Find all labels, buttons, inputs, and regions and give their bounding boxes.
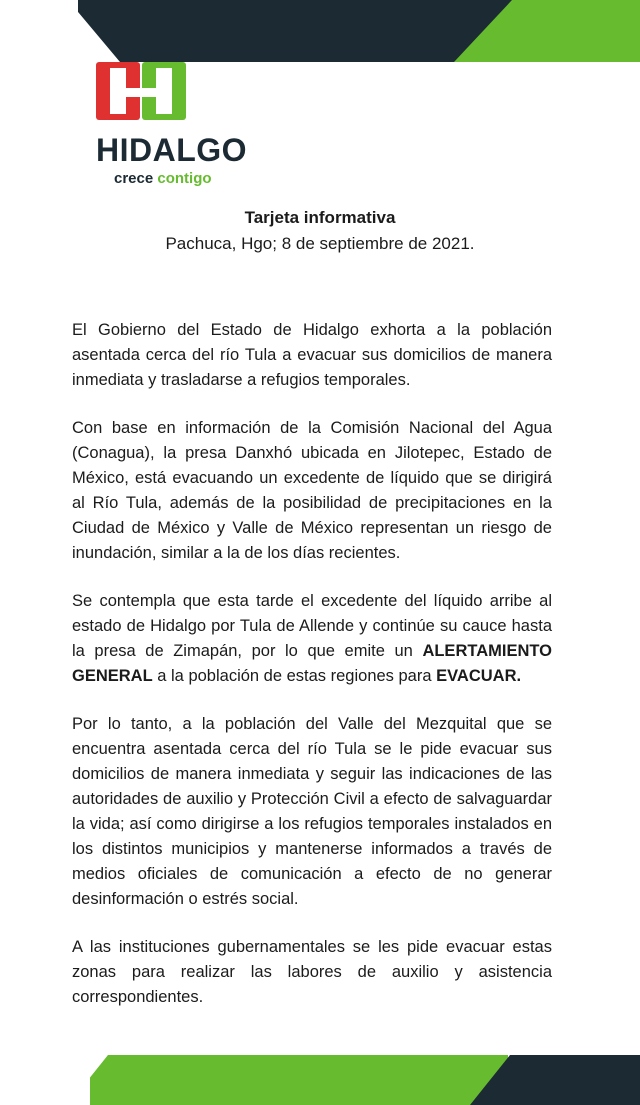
paragraph-3-mid: a la población de estas regiones para (152, 667, 437, 685)
paragraph-5: A las instituciones gubernamentales se les pide evacuar estas zonas para realizar las labores de auxilio y asistencia correspondientes. (72, 938, 552, 1006)
paragraph-1: El Gobierno del Estado de Hidalgo exhorta a la población asentada cerca del río Tula a evacuar sus domicilios de manera inmediata y trasladarse a refugios temporales. (72, 321, 552, 389)
logo-h-left-stroke (110, 68, 126, 114)
footer-decorative-band (0, 1055, 640, 1105)
footer-band-notch (0, 1055, 90, 1105)
logo-tagline (114, 170, 336, 187)
paragraph-3-bold-alert: ALERTAMIENTO GENERAL (72, 642, 552, 685)
logo-tagline-part2: contigo (157, 170, 212, 187)
organization-logo (96, 62, 336, 187)
header-decorative-band (0, 0, 640, 62)
document-title: Tarjeta informativa (244, 208, 396, 227)
logo-wordmark: HIDALGO (96, 132, 248, 168)
document-body (72, 318, 552, 1033)
header-band-notch (0, 0, 78, 62)
document-header (72, 208, 568, 254)
paragraph-2: Con base en información de la Comisión Nacional del Agua (Conagua), la presa Danxhó ubicada en Jilotepec, Estado de México, está evacuando un excedente de líquido que se dirigirá al Río Tula, además de la posibilidad de precipitaciones en la Ciudad de México y Valle de México representan un riesgo de inundación, similar a la de los días recientes. (72, 419, 552, 562)
footer-band-green (68, 1055, 508, 1105)
paragraph-3-bold-evacuar: EVACUAR. (436, 667, 522, 685)
document-place-date: Pachuca, Hgo; 8 de septiembre de 2021. (165, 234, 475, 253)
logo-h-right-stroke (156, 68, 172, 114)
paragraph-4: Por lo tanto, a la población del Valle del Mezquital que se encuentra asentada cerca del río Tula se le pide evacuar sus domicilios de manera inmediata y seguir las indicaciones de las autoridades de auxilio y Protección Civil a efecto de salvaguardar la vida; así como dirigirse a los refugios temporales instalados en los distintos municipios y mantenerse informados a través de medios oficiales de comunicación a efecto de no generar desinformación o estrés social. (72, 715, 552, 908)
logo-mark-icon (96, 62, 188, 122)
paragraph-3 (72, 589, 552, 689)
paragraph-3-lead: Se contempla que esta tarde el excedente del líquido arribe al estado de Hidalgo por Tula de Allende y continúe su cauce hasta la presa de Zimapán, por lo que emite un (72, 592, 552, 660)
logo-h-crossbar (126, 88, 156, 97)
logo-tagline-part1: crece (114, 170, 158, 187)
